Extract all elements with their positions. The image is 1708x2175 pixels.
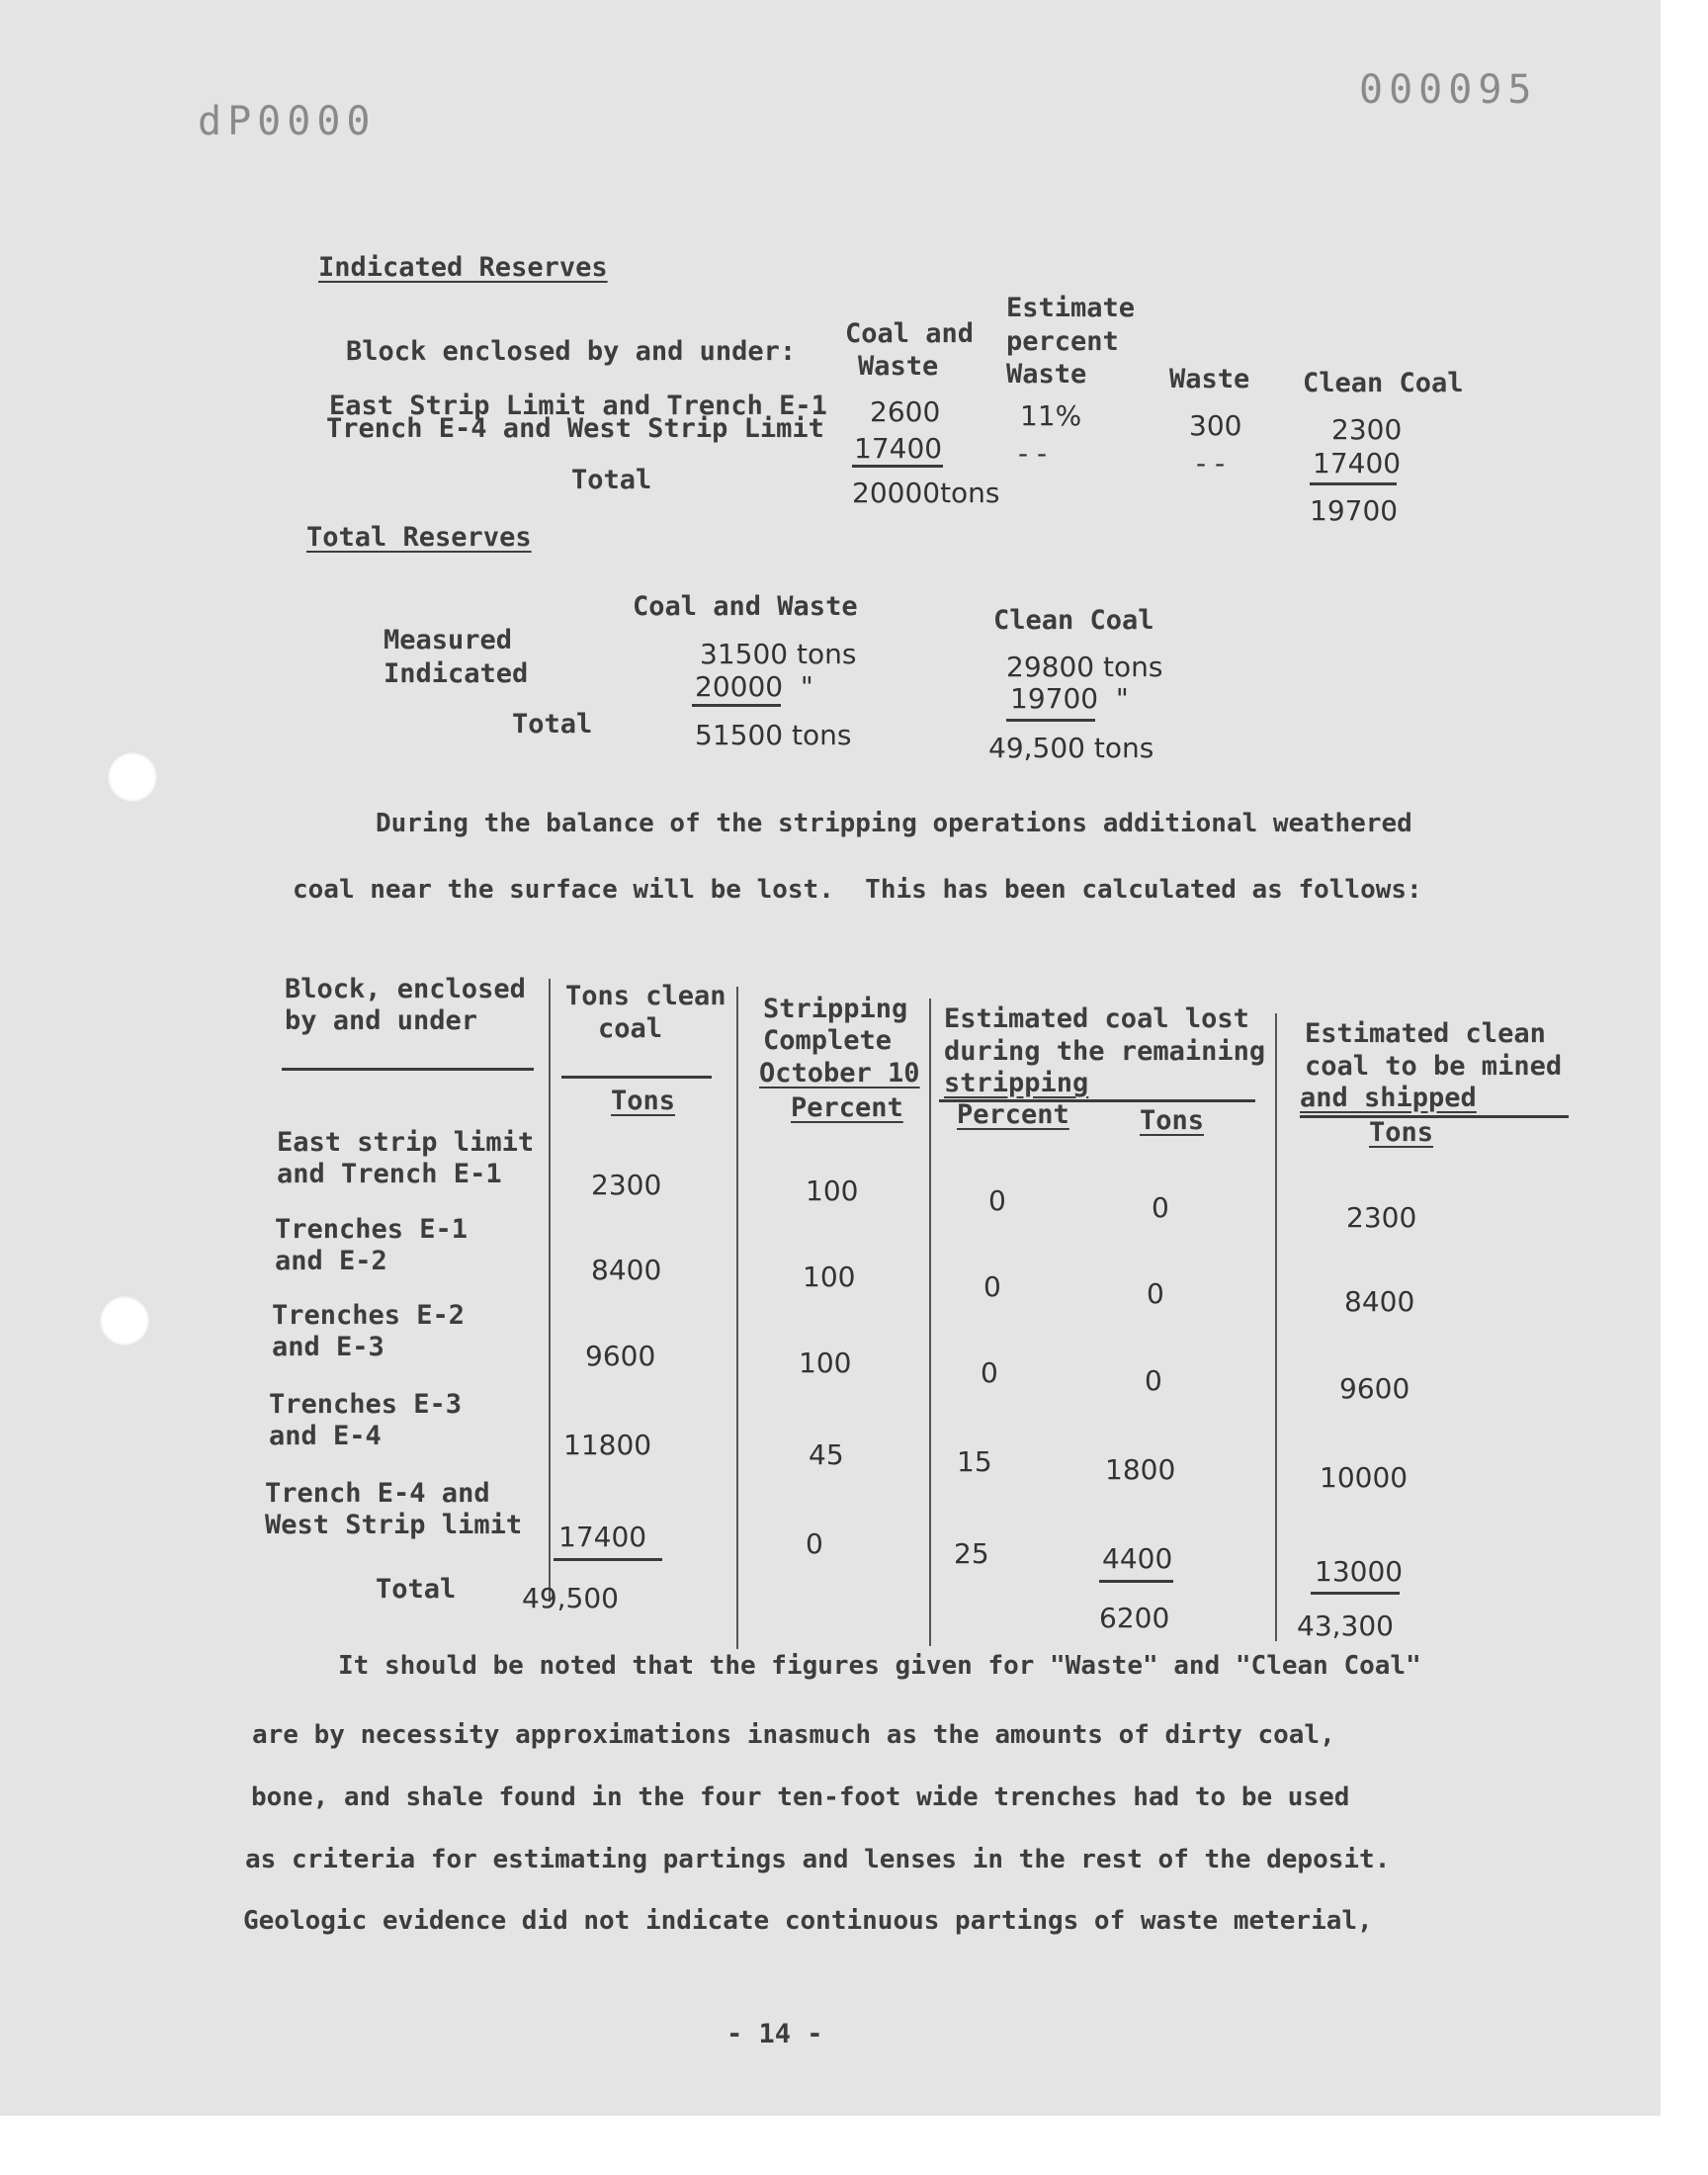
indicated-row-2-waste: - - bbox=[1196, 447, 1226, 479]
col-est-pct-2: percent bbox=[1006, 326, 1119, 357]
lt-col-rule-4 bbox=[1275, 1013, 1277, 1641]
indicated-total-label: Total bbox=[571, 465, 652, 495]
lt-row-2-tons: 8400 bbox=[591, 1254, 662, 1286]
block-enclosed-label: Block enclosed by and under: bbox=[346, 336, 797, 367]
indicated-row-1-clean: 2300 bbox=[1331, 413, 1403, 446]
lt-h-mined-rule bbox=[1300, 1115, 1569, 1118]
lt-h-block-rule bbox=[282, 1068, 534, 1071]
total-row-measured-label: Measured bbox=[384, 625, 513, 655]
lt-row-4-mined: 10000 bbox=[1320, 1461, 1409, 1494]
lt-col-rule-1 bbox=[549, 979, 551, 1602]
lt-col-rule-2 bbox=[736, 987, 738, 1649]
page-number: - 14 - bbox=[726, 2019, 823, 2049]
lt-row-2-lost-tons: 0 bbox=[1147, 1277, 1164, 1310]
lt-row-3-lost-pct: 0 bbox=[981, 1356, 998, 1389]
lt-row-4-block-2: and E-4 bbox=[269, 1421, 382, 1451]
lt-row-1-tons: 2300 bbox=[591, 1169, 662, 1201]
lt-total-mined: 43,300 bbox=[1297, 1610, 1394, 1642]
lt-row-2-block-2: and E-2 bbox=[275, 1246, 387, 1276]
lt-row-2-strip: 100 bbox=[803, 1261, 856, 1293]
lt-row-4-tons: 11800 bbox=[563, 1429, 652, 1461]
lt-h-lost-tons: Tons bbox=[1140, 1105, 1205, 1136]
lt-h-strip-1: Stripping bbox=[763, 994, 908, 1024]
lt-row-4-lost-tons: 1800 bbox=[1105, 1453, 1176, 1486]
lt-row-2-block-1: Trenches E-1 bbox=[275, 1214, 469, 1245]
total-total-label: Total bbox=[512, 709, 593, 740]
total-row-indicated-label: Indicated bbox=[384, 658, 529, 689]
total-row-indicated-coal: 20000 " bbox=[695, 670, 813, 703]
lt-row-5-strip: 0 bbox=[806, 1527, 823, 1560]
lt-row-1-block-2: and Trench E-1 bbox=[277, 1159, 502, 1189]
para1-line-2: coal near the surface will be lost. This has been calculated as follows: bbox=[293, 875, 1422, 905]
lt-h-tons-unit: Tons bbox=[611, 1086, 676, 1116]
lt-h-lost-2: during the remaining bbox=[944, 1036, 1266, 1067]
lt-row-3-tons: 9600 bbox=[585, 1340, 656, 1372]
lt-row-3-block-2: and E-3 bbox=[272, 1332, 384, 1362]
lt-row-3-strip: 100 bbox=[799, 1347, 852, 1379]
punch-hole-top bbox=[107, 751, 158, 803]
indicated-total-clean: 19700 bbox=[1310, 494, 1399, 527]
lt-h-tons-2: coal bbox=[598, 1013, 663, 1044]
lt-h-strip-2: Complete bbox=[763, 1025, 893, 1056]
lt-row-1-strip: 100 bbox=[806, 1174, 859, 1207]
para2-line-5: Geologic evidence did not indicate continuous partings of waste meterial, bbox=[243, 1906, 1373, 1936]
total-row-measured-coal: 31500 tons bbox=[700, 638, 857, 670]
indicated-row-1-label: East Strip Limit and Trench E-1 bbox=[329, 391, 827, 421]
lt-row-3-block-1: Trenches E-2 bbox=[272, 1300, 466, 1331]
lt-row-4-strip: 45 bbox=[809, 1438, 844, 1471]
lt-row-1-block-1: East strip limit bbox=[277, 1127, 535, 1158]
lt-h-mined-3: and shipped bbox=[1300, 1083, 1477, 1113]
col-clean-coal: Clean Coal bbox=[1303, 368, 1464, 398]
lt-sum-line-mined bbox=[1311, 1592, 1400, 1595]
lt-sum-line-tons bbox=[554, 1558, 662, 1561]
indicated-row-2-clean: 17400 bbox=[1313, 447, 1402, 479]
para2-line-1: It should be noted that the figures given for "Waste" and "Clean Coal" bbox=[338, 1651, 1421, 1681]
lt-h-mined-2: coal to be mined bbox=[1305, 1051, 1563, 1082]
lt-h-tons-rule bbox=[561, 1076, 712, 1079]
indicated-total-coal-waste: 20000tons bbox=[852, 477, 1000, 509]
lt-row-3-lost-tons: 0 bbox=[1145, 1364, 1162, 1397]
total-row-indicated-clean: 19700 " bbox=[1010, 682, 1129, 715]
para1-line-1: During the balance of the stripping operations additional weathered bbox=[376, 809, 1412, 838]
lt-h-block-2: by and under bbox=[285, 1005, 478, 1036]
para2-line-4: as criteria for estimating partings and lenses in the rest of the deposit. bbox=[245, 1845, 1391, 1874]
para2-line-2: are by necessity approximations inasmuch as the amounts of dirty coal, bbox=[252, 1720, 1335, 1750]
lt-row-5-tons: 17400 bbox=[558, 1521, 647, 1553]
indicated-row-1-coal-waste: 2600 bbox=[870, 395, 941, 428]
indicated-row-2-pct: - - bbox=[1018, 437, 1048, 470]
indicated-sum-line-clean bbox=[1310, 482, 1397, 485]
lt-h-block-1: Block, enclosed bbox=[285, 974, 526, 1004]
indicated-sum-line-coal bbox=[852, 465, 943, 468]
col-est-pct-3: Waste bbox=[1006, 359, 1087, 390]
total-col-coal-waste: Coal and Waste bbox=[633, 591, 858, 622]
lt-total-lost-tons: 6200 bbox=[1099, 1602, 1170, 1634]
total-sum-line-coal bbox=[692, 704, 781, 707]
bates-stamp-left: dP0000 bbox=[198, 99, 377, 144]
lt-h-lost-3: stripping bbox=[944, 1068, 1089, 1098]
indicated-row-2-label: Trench E-4 and West Strip Limit bbox=[326, 413, 824, 444]
lt-row-5-block-2: West Strip limit bbox=[265, 1510, 523, 1540]
total-total-clean: 49,500 tons bbox=[988, 732, 1154, 764]
total-row-measured-clean: 29800 tons bbox=[1006, 651, 1163, 683]
lt-h-lost-1: Estimated coal lost bbox=[944, 1003, 1249, 1034]
lt-row-5-mined: 13000 bbox=[1315, 1555, 1404, 1588]
indicated-row-2-coal-waste: 17400 bbox=[854, 432, 943, 465]
lt-row-4-lost-pct: 15 bbox=[957, 1445, 992, 1478]
lt-row-1-lost-tons: 0 bbox=[1152, 1191, 1169, 1224]
lt-h-mined-unit: Tons bbox=[1369, 1117, 1434, 1148]
col-waste: Waste bbox=[1169, 364, 1250, 394]
punch-hole-bottom bbox=[99, 1295, 150, 1347]
lt-h-lost-pct: Percent bbox=[957, 1099, 1069, 1130]
col-coal-waste-1: Coal and bbox=[845, 318, 975, 349]
lt-h-mined-1: Estimated clean bbox=[1305, 1018, 1546, 1049]
total-total-coal: 51500 tons bbox=[695, 719, 852, 751]
indicated-row-1-pct: 11% bbox=[1020, 399, 1082, 432]
total-col-clean: Clean Coal bbox=[993, 605, 1154, 636]
total-reserves-heading: Total Reserves bbox=[306, 522, 532, 553]
lt-row-2-lost-pct: 0 bbox=[983, 1270, 1001, 1303]
lt-total-label: Total bbox=[376, 1574, 457, 1605]
lt-row-5-block-1: Trench E-4 and bbox=[265, 1478, 490, 1509]
lt-row-5-lost-tons: 4400 bbox=[1102, 1542, 1173, 1575]
lt-row-4-block-1: Trenches E-3 bbox=[269, 1389, 463, 1420]
lt-row-1-mined: 2300 bbox=[1346, 1201, 1417, 1234]
lt-h-strip-unit: Percent bbox=[791, 1092, 903, 1123]
lt-h-tons-1: Tons clean bbox=[565, 981, 726, 1011]
para2-line-3: bone, and shale found in the four ten-foot wide trenches had to be used bbox=[251, 1783, 1350, 1812]
lt-total-tons: 49,500 bbox=[522, 1582, 619, 1614]
lt-sum-line-lost bbox=[1099, 1580, 1173, 1583]
total-sum-line-clean bbox=[1006, 719, 1095, 722]
lt-row-5-lost-pct: 25 bbox=[954, 1537, 989, 1570]
indicated-reserves-heading: Indicated Reserves bbox=[318, 252, 608, 283]
lt-row-2-mined: 8400 bbox=[1344, 1285, 1415, 1318]
lt-row-1-lost-pct: 0 bbox=[988, 1184, 1006, 1217]
lt-h-strip-3: October 10 bbox=[759, 1058, 920, 1088]
bates-stamp-right: 000095 bbox=[1359, 67, 1538, 113]
lt-col-rule-3 bbox=[929, 999, 931, 1646]
lt-row-3-mined: 9600 bbox=[1339, 1372, 1410, 1405]
col-est-pct-1: Estimate bbox=[1006, 293, 1136, 323]
indicated-row-1-waste: 300 bbox=[1189, 409, 1242, 442]
col-coal-waste-2: Waste bbox=[858, 351, 939, 382]
